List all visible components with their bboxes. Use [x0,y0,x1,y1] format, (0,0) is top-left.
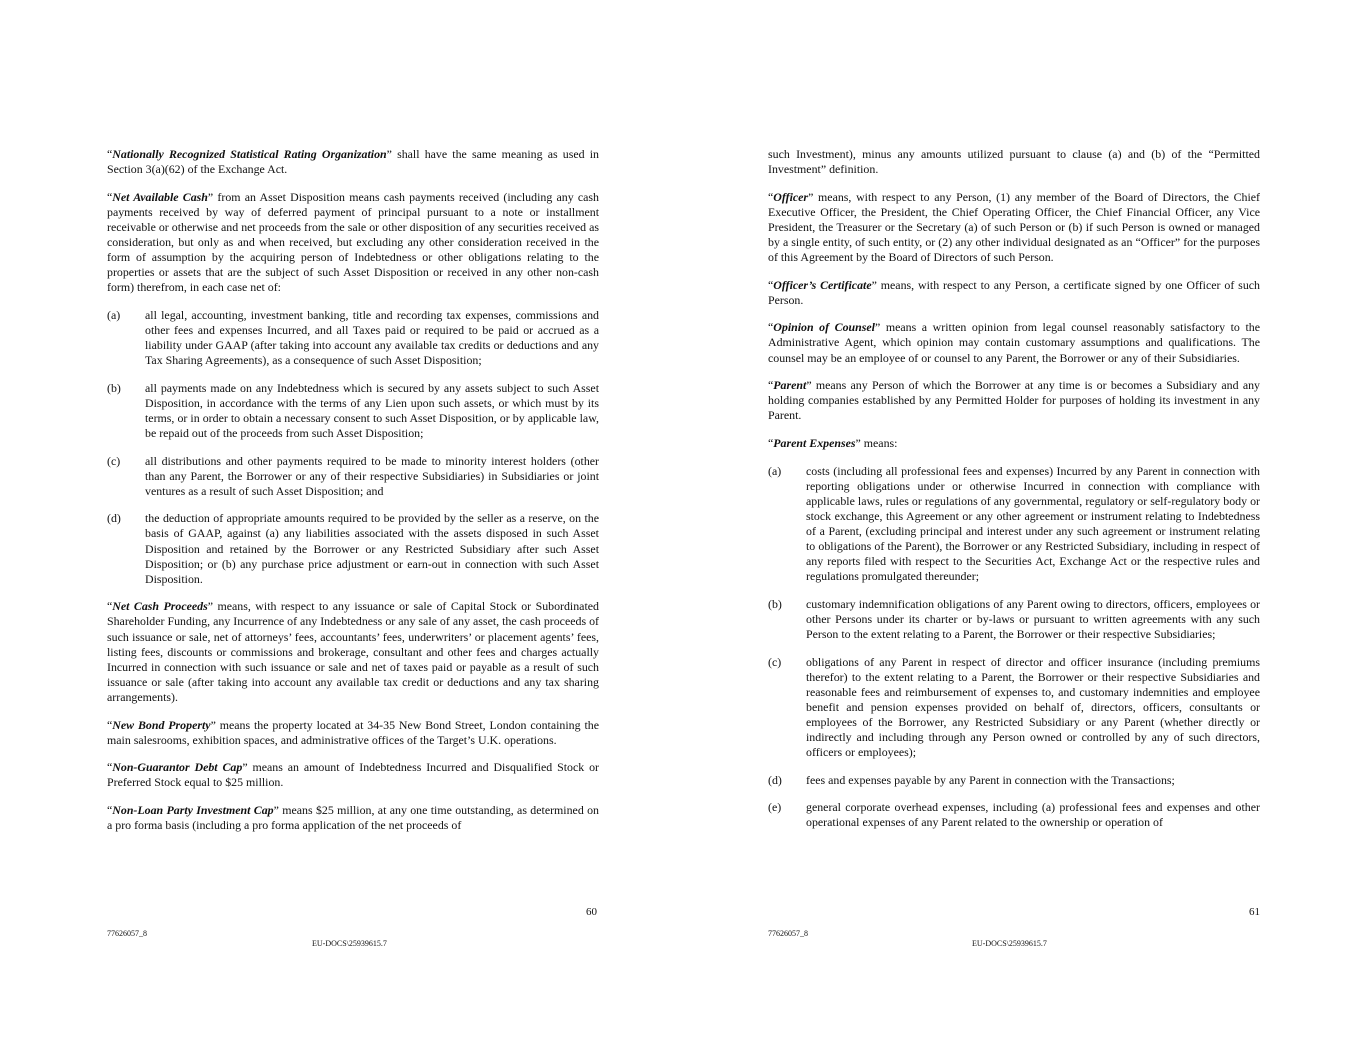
definition-non-loan-party-investment-cap: “Non-Loan Party Investment Cap” means $25 million, at any one time outstanding, as determined on a pro forma basis (including a pro forma application of the net proceeds of [107,802,600,832]
clause-text: all distributions and other payments required to be made to minority interest holders (other than any Parent, the Borrower or any of their respective Subsidiaries) in Subsidiaries or joint ventures as a result of such Asset Disposition; and [145,453,599,498]
document-id: EU-DOCS\25939615.7 [312,939,387,948]
document-reference: 77626057_8 [107,929,147,938]
defined-term: Non-Loan Party Investment Cap [112,802,274,817]
clause-d [107,511,599,586]
defined-term: Opinion of Counsel [773,320,875,335]
clause-e [768,800,1260,830]
defined-term: Non-Guarantor Debt Cap [112,760,243,775]
page-number: 61 [1249,906,1260,918]
clause-text: the deduction of appropriate amounts required to be provided by the seller as a reserve, on the basis of GAAP, against (a) any liabilities associated with the assets disposed in such Asset Disposition and retained by the Borrower or any Restricted Subsidiary after such Asset Disposition; or (b) any purchase price adjustment or earn-out in connection with such Asset Disposition. [145,511,599,586]
definition-nationally-recognized: “Nationally Recognized Statistical Rating Organization” shall have the same meaning as used in Section 3(a)(62) of the Exchange Act. [107,147,599,177]
clause-label: (c) [107,453,121,468]
defined-term: Nationally Recognized Statistical Rating Organization [112,147,387,161]
definition-non-guarantor-debt-cap: “Non-Guarantor Debt Cap” means an amount of Indebtedness Incurred and Disqualified Stock or Preferred Stock equal to $25 million. [107,760,599,790]
clause-text: all payments made on any Indebtedness which is secured by any assets subject to such Asset Disposition, in accordance with the terms of any Lien upon such assets, or which must by its terms, or in order to obtain a necessary consent to such Asset Disposition, or by applicable law, be repaid out of the proceeds from such Asset Disposition; [145,380,599,440]
document-page-61 [683,0,1365,1055]
definition-opinion-of-counsel: “Opinion of Counsel” means a written opinion from legal counsel reasonably satisfactory to the Administrative Agent, which opinion may contain customary assumptions and qualifications. The counsel may be an employee of or counsel to any Parent, the Borrower or any of their Subsidiaries. [768,320,1260,365]
definition-net-available-cash: “Net Available Cash” from an Asset Disposition means cash payments received (including any cash payments received by way of deferred payment of principal pursuant to a note or installment receivable or otherwise and net proceeds from the sale or other disposition of any securities received as consideration, but only as and when received, but excluding any other consideration received in the form of assumption by the acquiring person of Indebtedness or other obligations relating to the properties or assets that are the subject of such Asset Disposition or received in any other non-cash form) therefrom, in each case net of: [107,189,599,295]
clause-text: fees and expenses payable by any Parent in connection with the Transactions; [806,772,1175,787]
clause-text: costs (including all professional fees and expenses) Incurred by any Parent in connection with reporting obligations under or otherwise Incurred in connection with compliance with applicable laws, rules or regulations of any governmental, regulatory or self-regulatory body or stock exchange, this Agreement or any other agreement or instrument relating to Indebtedness of a Parent, (excluding principal and interest under any such agreement or instrument relating to obligations of the Parent), the Borrower or any Restricted Subsidiary, including in respect of any reports filed with respect to the Securities Act, Exchange Act or the respective rules and regulations promulgated thereunder; [806,463,1260,584]
page-body [768,147,1260,843]
clause-label: (a) [768,463,782,478]
document-id: EU-DOCS\25939615.7 [972,939,1047,948]
clause-label: (d) [768,772,782,787]
clause-c [107,454,599,499]
continued-text: such Investment), minus any amounts utilized pursuant to clause (a) and (b) of the “Permitted Investment” definition. [768,147,1260,177]
page-number: 60 [586,906,597,918]
defined-term: Officer [773,189,809,204]
clause-label: (e) [768,800,782,815]
clause-d [768,773,1260,788]
clause-text: general corporate overhead expenses, including (a) professional fees and expenses and other operational expenses of any Parent related to the ownership or operation of [806,800,1260,830]
clause-text: obligations of any Parent in respect of director and officer insurance (including premiums therefor) to the extent relating to a Parent, the Borrower or their respective Subsidiaries and reasonable fees and reimbursement of expenses to, and customary indemnities and employee benefit and pension expenses provided on behalf of, directors, officers, consultants or employees of the Borrower, any Restricted Subsidiary or any Parent (whether directly or indirectly and including through any Person owned or controlled by any of such directors, officers or employees); [806,654,1260,760]
defined-term: Officer’s Certificate [773,277,872,292]
clause-label: (d) [107,511,121,526]
definition-parent: “Parent” means any Person of which the Borrower at any time is or becomes a Subsidiary and any holding companies established by any Permitted Holder for purposes of holding its investment in any Parent. [768,378,1260,423]
clause-a [768,464,1260,585]
clause-text: all legal, accounting, investment banking, title and recording tax expenses, commissions and other fees and expenses Incurred, and all Taxes paid or required to be paid or accrued as a liability under GAAP (after taking into account any available tax credits or deductions and any Tax Sharing Agreements), as a consequence of such Asset Disposition; [145,307,599,368]
document-page-60 [0,0,682,1055]
clause-text: customary indemnification obligations of any Parent owing to directors, officers, employees or other Persons under its charter or by-laws or pursuant to written agreements with any such Person to the extent relating to a Parent, the Borrower or their respective Subsidiaries; [806,596,1260,641]
defined-term: Parent [773,378,807,393]
clause-b [107,381,599,441]
definition-officers-certificate: “Officer’s Certificate” means, with respect to any Person, a certificate signed by one Officer of such Person. [768,277,1260,307]
definition-net-cash-proceeds: “Net Cash Proceeds” means, with respect to any issuance or sale of Capital Stock or Subordinated Shareholder Funding, any Incurrence of any Indebtedness or any sale of any asset, the cash proceeds of such issuance or sale, net of attorneys’ fees, accountants’ fees, underwriters’ or placement agents’ fees, listing fees, discounts or commissions and brokerage, consultant and other fees and charges actually Incurred in connection with such issuance or sale and net of taxes paid or payable as a result of such issuance or sale (after taking into account any available tax credit or deductions and any tax sharing arrangements). [107,599,599,704]
clause-label: (c) [768,654,782,669]
document-reference: 77626057_8 [768,929,808,938]
defined-term: Net Cash Proceeds [112,599,208,614]
page-body [107,147,599,846]
definition-parent-expenses: “Parent Expenses” means: [768,435,898,450]
definition-new-bond-property: “New Bond Property” means the property located at 34-35 New Bond Street, London containing the main salesrooms, exhibition spaces, and administrative offices of the Target’s U.K. operations. [107,717,599,747]
clause-b [768,597,1260,642]
clause-label: (a) [107,307,121,322]
defined-term: Parent Expenses [773,435,856,450]
clause-a [107,308,599,368]
clause-label: (b) [107,380,121,395]
definition-officer: “Officer” means, with respect to any Person, (1) any member of the Board of Directors, the Chief Executive Officer, the President, the Chief Operating Officer, the Chief Financial Officer, any Vice President, the Treasurer or the Secretary (a) of such Person or (b) if such Person is owned or managed by a single entity, of such entity, or (2) any other individual designated as an “Officer” for the purposes of this Agreement by the Board of Directors of such Person. [768,189,1260,265]
defined-term: Net Available Cash [112,189,208,204]
clause-label: (b) [768,596,782,611]
defined-term: New Bond Property [112,717,211,732]
clause-c [768,655,1260,761]
